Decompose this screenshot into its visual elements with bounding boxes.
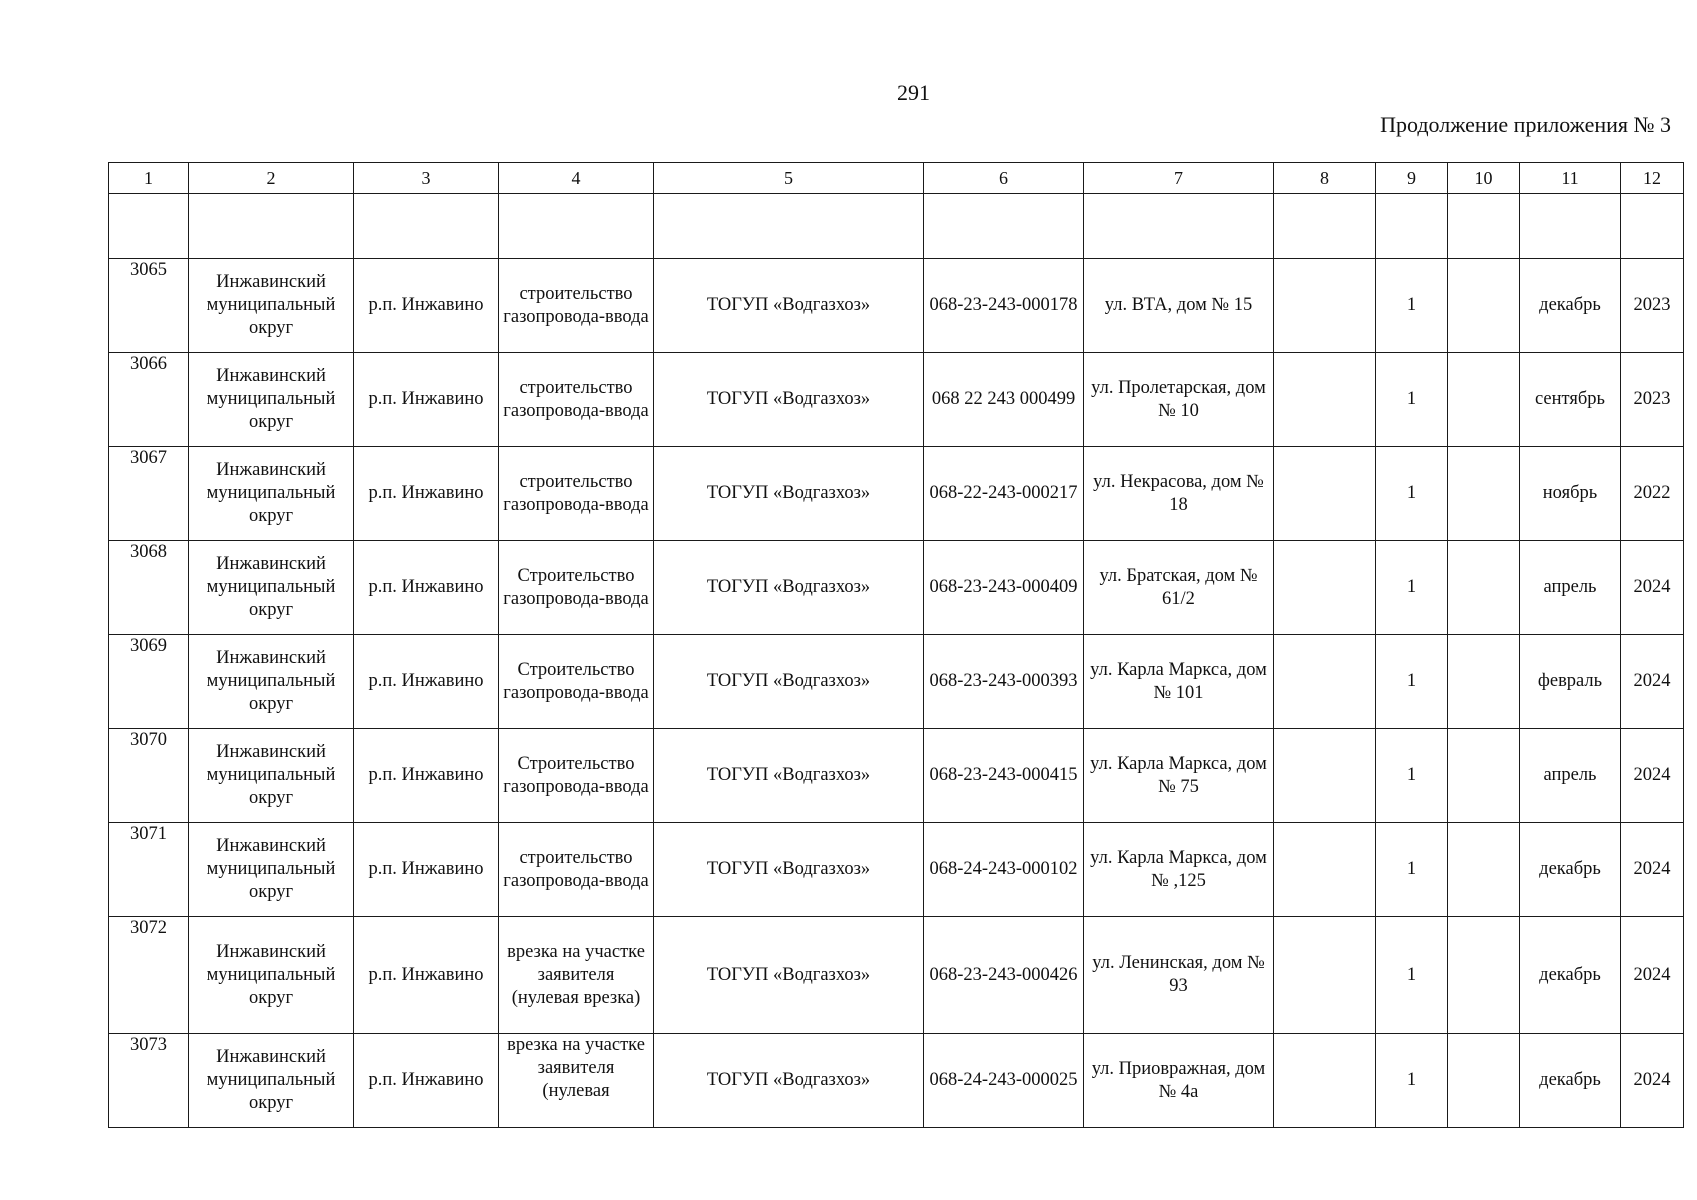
- column-number: 12: [1621, 163, 1684, 194]
- table-row: [109, 823, 1684, 917]
- organization-cell: ТОГУП «Водгазхоз»: [654, 259, 924, 353]
- application-code-cell: 068-23-243-000178: [924, 259, 1084, 353]
- column-8-cell: [1274, 635, 1376, 729]
- table-row: [109, 635, 1684, 729]
- organization-cell: ТОГУП «Водгазхоз»: [654, 823, 924, 917]
- column-number: 2: [189, 163, 354, 194]
- year-cell: 2024: [1621, 823, 1684, 917]
- locality-cell: р.п. Инжавино: [354, 353, 499, 447]
- address-cell: ул. Ленинская, дом № 93: [1084, 917, 1274, 1034]
- quantity-cell: 1: [1376, 729, 1448, 823]
- row-number: 3065: [109, 259, 189, 353]
- district-cell: Инжавинский муниципальный округ: [189, 917, 354, 1034]
- table-row: [109, 353, 1684, 447]
- locality-cell: р.п. Инжавино: [354, 823, 499, 917]
- quantity-cell: 1: [1376, 823, 1448, 917]
- application-code-cell: 068-23-243-000426: [924, 917, 1084, 1034]
- locality-cell: р.п. Инжавино: [354, 541, 499, 635]
- work-type-cell: Строительство газопровода-ввода: [499, 635, 654, 729]
- year-cell: 2023: [1621, 259, 1684, 353]
- year-cell: 2024: [1621, 541, 1684, 635]
- row-number: 3070: [109, 729, 189, 823]
- table-row: [109, 1034, 1684, 1128]
- column-number: 10: [1448, 163, 1520, 194]
- work-type-cell: врезка на участке заявителя (нулевая врезка): [499, 917, 654, 1034]
- district-cell: Инжавинский муниципальный округ: [189, 447, 354, 541]
- column-8-cell: [1274, 447, 1376, 541]
- column-10-cell: [1448, 447, 1520, 541]
- column-8-cell: [1274, 259, 1376, 353]
- address-cell: ул. Карла Маркса, дом № ,125: [1084, 823, 1274, 917]
- year-cell: 2024: [1621, 917, 1684, 1034]
- page-number: 291: [897, 80, 930, 105]
- district-cell: Инжавинский муниципальный округ: [189, 823, 354, 917]
- year-cell: 2024: [1621, 635, 1684, 729]
- organization-cell: ТОГУП «Водгазхоз»: [654, 541, 924, 635]
- column-8-cell: [1274, 823, 1376, 917]
- locality-cell: р.п. Инжавино: [354, 1034, 499, 1128]
- month-cell: февраль: [1520, 635, 1621, 729]
- address-cell: ул. Пролетарская, дом № 10: [1084, 353, 1274, 447]
- work-type-cell: строительство газопровода-ввода: [499, 447, 654, 541]
- row-number: 3067: [109, 447, 189, 541]
- month-cell: апрель: [1520, 729, 1621, 823]
- application-code-cell: 068-23-243-000415: [924, 729, 1084, 823]
- application-code-cell: 068 22 243 000499: [924, 353, 1084, 447]
- blank-row: [109, 194, 1684, 259]
- organization-cell: ТОГУП «Водгазхоз»: [654, 917, 924, 1034]
- district-cell: Инжавинский муниципальный округ: [189, 353, 354, 447]
- column-8-cell: [1274, 1034, 1376, 1128]
- row-number: 3071: [109, 823, 189, 917]
- column-number: 7: [1084, 163, 1274, 194]
- application-code-cell: 068-23-243-000409: [924, 541, 1084, 635]
- column-number: 8: [1274, 163, 1376, 194]
- quantity-cell: 1: [1376, 259, 1448, 353]
- continuation-caption: Продолжение приложения № 3: [1380, 112, 1671, 137]
- column-8-cell: [1274, 541, 1376, 635]
- district-cell: Инжавинский муниципальный округ: [189, 729, 354, 823]
- year-cell: 2023: [1621, 353, 1684, 447]
- work-type-cell: Строительство газопровода-ввода: [499, 541, 654, 635]
- column-10-cell: [1448, 353, 1520, 447]
- year-cell: 2022: [1621, 447, 1684, 541]
- month-cell: декабрь: [1520, 917, 1621, 1034]
- district-cell: Инжавинский муниципальный округ: [189, 635, 354, 729]
- locality-cell: р.п. Инжавино: [354, 917, 499, 1034]
- column-10-cell: [1448, 1034, 1520, 1128]
- quantity-cell: 1: [1376, 917, 1448, 1034]
- quantity-cell: 1: [1376, 635, 1448, 729]
- organization-cell: ТОГУП «Водгазхоз»: [654, 729, 924, 823]
- row-number: 3066: [109, 353, 189, 447]
- month-cell: ноябрь: [1520, 447, 1621, 541]
- column-number-row: [109, 163, 1684, 194]
- application-code-cell: 068-23-243-000393: [924, 635, 1084, 729]
- quantity-cell: 1: [1376, 1034, 1448, 1128]
- locality-cell: р.п. Инжавино: [354, 729, 499, 823]
- column-number: 11: [1520, 163, 1621, 194]
- work-type-cell: строительство газопровода-ввода: [499, 259, 654, 353]
- column-number: 3: [354, 163, 499, 194]
- district-cell: Инжавинский муниципальный округ: [189, 259, 354, 353]
- row-number: 3068: [109, 541, 189, 635]
- application-code-cell: 068-24-243-000102: [924, 823, 1084, 917]
- column-10-cell: [1448, 259, 1520, 353]
- year-cell: 2024: [1621, 729, 1684, 823]
- application-code-cell: 068-24-243-000025: [924, 1034, 1084, 1128]
- application-code-cell: 068-22-243-000217: [924, 447, 1084, 541]
- column-10-cell: [1448, 823, 1520, 917]
- column-10-cell: [1448, 917, 1520, 1034]
- month-cell: апрель: [1520, 541, 1621, 635]
- table-row: [109, 917, 1684, 1034]
- column-10-cell: [1448, 635, 1520, 729]
- row-number: 3069: [109, 635, 189, 729]
- column-8-cell: [1274, 353, 1376, 447]
- column-number: 4: [499, 163, 654, 194]
- year-cell: 2024: [1621, 1034, 1684, 1128]
- organization-cell: ТОГУП «Водгазхоз»: [654, 635, 924, 729]
- work-type-cell: Строительство газопровода-ввода: [499, 729, 654, 823]
- locality-cell: р.п. Инжавино: [354, 635, 499, 729]
- quantity-cell: 1: [1376, 541, 1448, 635]
- work-type-cell: врезка на участке заявителя (нулевая: [499, 1034, 654, 1128]
- row-number: 3072: [109, 917, 189, 1034]
- district-cell: Инжавинский муниципальный округ: [189, 541, 354, 635]
- locality-cell: р.п. Инжавино: [354, 259, 499, 353]
- month-cell: декабрь: [1520, 259, 1621, 353]
- address-cell: ул. Братская, дом № 61/2: [1084, 541, 1274, 635]
- organization-cell: ТОГУП «Водгазхоз»: [654, 353, 924, 447]
- month-cell: декабрь: [1520, 1034, 1621, 1128]
- work-type-cell: строительство газопровода-ввода: [499, 823, 654, 917]
- month-cell: декабрь: [1520, 823, 1621, 917]
- table-row: [109, 447, 1684, 541]
- register-table: [108, 162, 1684, 1128]
- month-cell: сентябрь: [1520, 353, 1621, 447]
- table-row: [109, 541, 1684, 635]
- row-number: 3073: [109, 1034, 189, 1128]
- column-8-cell: [1274, 917, 1376, 1034]
- organization-cell: ТОГУП «Водгазхоз»: [654, 1034, 924, 1128]
- organization-cell: ТОГУП «Водгазхоз»: [654, 447, 924, 541]
- address-cell: ул. ВТА, дом № 15: [1084, 259, 1274, 353]
- address-cell: ул. Карла Маркса, дом № 75: [1084, 729, 1274, 823]
- table-row: [109, 729, 1684, 823]
- address-cell: ул. Некрасова, дом № 18: [1084, 447, 1274, 541]
- district-cell: Инжавинский муниципальный округ: [189, 1034, 354, 1128]
- column-number: 6: [924, 163, 1084, 194]
- column-number: 5: [654, 163, 924, 194]
- column-10-cell: [1448, 729, 1520, 823]
- work-type-cell: строительство газопровода-ввода: [499, 353, 654, 447]
- column-8-cell: [1274, 729, 1376, 823]
- column-10-cell: [1448, 541, 1520, 635]
- table-row: [109, 259, 1684, 353]
- address-cell: ул. Карла Маркса, дом № 101: [1084, 635, 1274, 729]
- column-number: 1: [109, 163, 189, 194]
- column-number: 9: [1376, 163, 1448, 194]
- register-body: [109, 163, 1684, 1128]
- quantity-cell: 1: [1376, 353, 1448, 447]
- address-cell: ул. Приовражная, дом № 4а: [1084, 1034, 1274, 1128]
- locality-cell: р.п. Инжавино: [354, 447, 499, 541]
- quantity-cell: 1: [1376, 447, 1448, 541]
